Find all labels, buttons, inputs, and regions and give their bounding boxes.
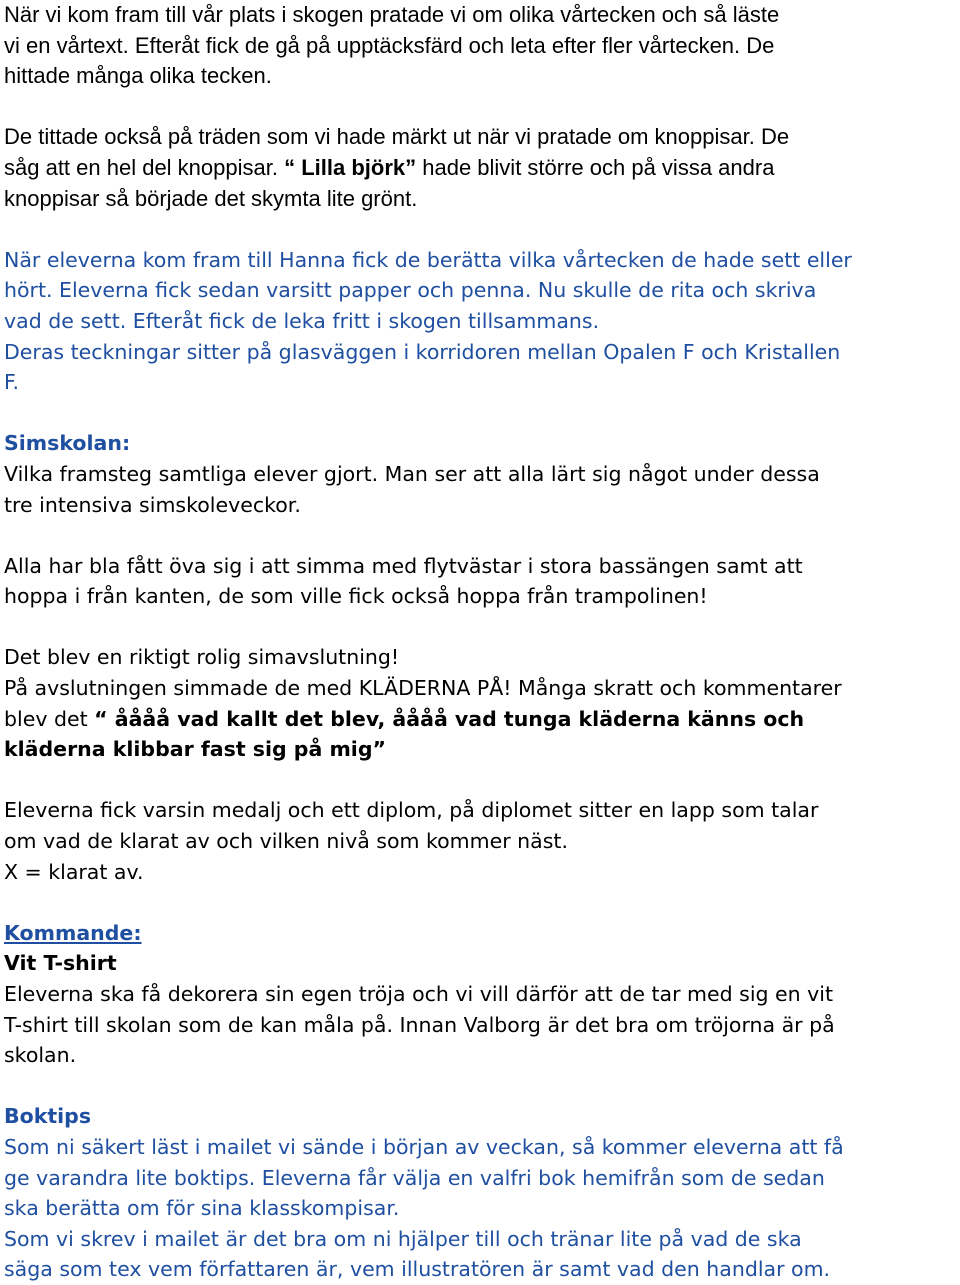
spacer <box>4 612 959 643</box>
document-page <box>4 0 959 1285</box>
boktips-heading: Boktips <box>4 1104 92 1129</box>
text-line: Som ni säkert läst i mailet vi sände i början av veckan, så kommer eleverna att få <box>4 1134 844 1159</box>
text-fragment: hade blivit större och på vissa andra <box>416 154 775 180</box>
simskolan-heading: Simskolan: <box>4 431 131 456</box>
quote-bold: “ åååå vad kallt det blev, åååå vad tunga kläderna känns och <box>94 706 805 731</box>
text-line: vad de sett. Efteråt fick de leka fritt i skogen tillsammans. <box>4 308 600 333</box>
text-fragment: såg att en hel del knoppisar. <box>4 154 285 180</box>
text-line: ska berätta om för sina klasskompisar. <box>4 1196 400 1221</box>
text-line: säga som tex vem författaren är, vem illustratören är samt vad den handlar om. <box>4 1257 831 1282</box>
text-line: Eleverna fick varsin medalj och ett diplom, på diplomet sitter en lapp som talar <box>4 798 819 823</box>
spacer <box>4 765 959 796</box>
kommande-heading: Kommande: <box>4 920 142 945</box>
spacer <box>4 1071 959 1102</box>
text-line: om vad de klarat av och vilken nivå som kommer näst. <box>4 829 568 854</box>
text-line: Det blev en riktigt rolig simavslutning! <box>4 645 400 670</box>
text-line: T-shirt till skolan som de kan måla på. Innan Valborg är det bra om tröjorna är på <box>4 1012 835 1037</box>
text-line: Alla har bla fått öva sig i att simma med flytvästar i stora bassängen samt att <box>4 553 803 578</box>
text-line: När vi kom fram till vår plats i skogen pratade vi om olika vårtecken och så läste <box>4 2 780 27</box>
spacer <box>4 887 959 918</box>
spacer <box>4 92 959 123</box>
quote-bold: kläderna klibbar fast sig på mig” <box>4 737 386 762</box>
text-line: På avslutningen simmade de med KLÄDERNA PÅ! Många skratt och kommentarer <box>4 676 842 701</box>
text-line: Som vi skrev i mailet är det bra om ni hjälper till och tränar lite på vad de ska <box>4 1226 802 1251</box>
text-line: De tittade också på träden som vi hade märkt ut när vi pratade om knoppisar. De <box>4 124 790 150</box>
text-line: tre intensiva simskoleveckor. <box>4 492 301 517</box>
text-line: Eleverna ska få dekorera sin egen tröja och vi vill därför att de tar med sig en vit <box>4 982 834 1006</box>
text-line: Deras teckningar sitter på glasväggen i korridoren mellan Opalen F och Kristallen <box>4 339 841 364</box>
spacer <box>4 398 959 429</box>
text-line: Vilka framsteg samtliga elever gjort. Man ser att alla lärt sig något under dessa <box>4 461 820 486</box>
text-line: hoppa i från kanten, de som ville fick också hoppa från trampolinen! <box>4 584 708 609</box>
text-line: ge varandra lite boktips. Eleverna får välja en valfri bok hemifrån som de sedan <box>4 1165 825 1190</box>
text-fragment: blev det <box>4 706 95 731</box>
text-line: När eleverna kom fram till Hanna fick de berätta vilka vårtecken de hade sett eller <box>4 247 852 272</box>
lilla-bjork-quote: “ Lilla björk” <box>284 154 417 180</box>
vit-tshirt-subheading: Vit T-shirt <box>4 951 117 976</box>
spacer <box>4 520 959 551</box>
text-line: hittade många olika tecken. <box>4 63 272 89</box>
text-line: hört. Eleverna fick sedan varsitt papper och penna. Nu skulle de rita och skriva <box>4 278 817 303</box>
text-line: knoppisar så började det skymta lite grönt. <box>4 185 418 211</box>
text-line: X = klarat av. <box>4 859 144 884</box>
text-line: F. <box>4 370 20 395</box>
text-line <box>4 153 959 184</box>
text-line: vi en vårtext. Efteråt fick de gå på upptäcksfärd och leta efter fler vårtecken. De <box>4 32 775 58</box>
text-line <box>4 704 959 735</box>
text-line: skolan. <box>4 1043 77 1068</box>
spacer <box>4 214 959 245</box>
